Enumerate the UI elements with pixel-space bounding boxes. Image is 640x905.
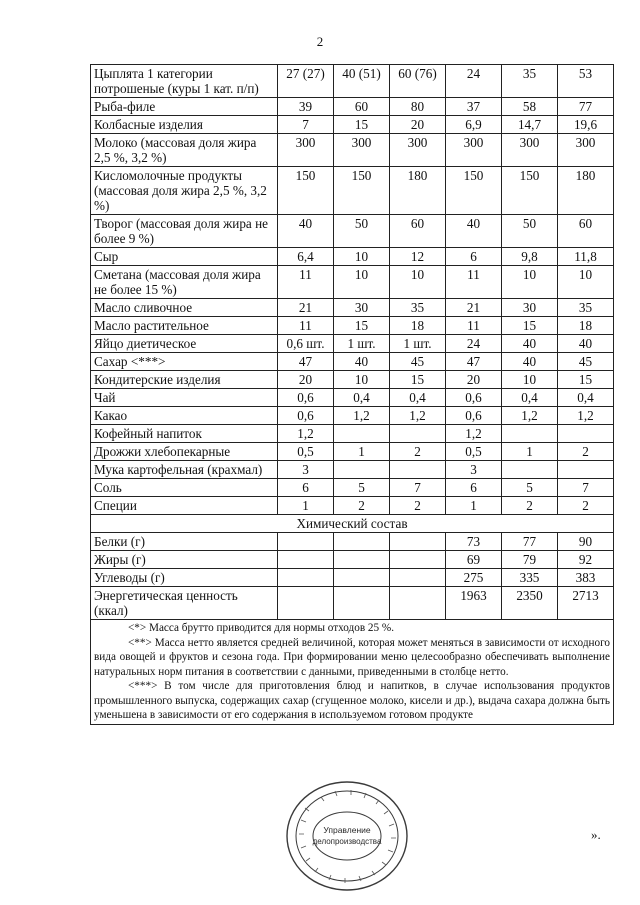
- table-row: [91, 167, 614, 215]
- row-value: 0,4: [390, 389, 446, 407]
- row-value: 21: [446, 299, 502, 317]
- row-value: 2: [390, 443, 446, 461]
- row-value: 1: [334, 443, 390, 461]
- table-row: [91, 266, 614, 299]
- table-row: [91, 461, 614, 479]
- row-value: 2: [558, 443, 614, 461]
- row-value: [390, 569, 446, 587]
- row-value: 10: [502, 371, 558, 389]
- row-value: 0,5: [278, 443, 334, 461]
- row-value: 2: [502, 497, 558, 515]
- row-value: 1,2: [558, 407, 614, 425]
- table-row: [91, 299, 614, 317]
- table-row: [91, 248, 614, 266]
- row-label: Мука картофельная (крахмал): [91, 461, 278, 479]
- row-value: 0,6: [446, 389, 502, 407]
- row-value: 11: [446, 317, 502, 335]
- row-value: 275: [446, 569, 502, 587]
- table-row: [91, 551, 614, 569]
- table-row: [91, 116, 614, 134]
- table-row: [91, 65, 614, 98]
- table-row: [91, 335, 614, 353]
- row-value: 20: [446, 371, 502, 389]
- row-value: 35: [558, 299, 614, 317]
- row-value: [502, 461, 558, 479]
- row-label: Какао: [91, 407, 278, 425]
- row-value: 40: [446, 215, 502, 248]
- row-value: [558, 425, 614, 443]
- row-value: 60 (76): [390, 65, 446, 98]
- row-value: 79: [502, 551, 558, 569]
- row-label: Колбасные изделия: [91, 116, 278, 134]
- row-value: 27 (27): [278, 65, 334, 98]
- row-label: Жиры (г): [91, 551, 278, 569]
- row-value: 1,2: [334, 407, 390, 425]
- table-row: [91, 407, 614, 425]
- row-value: 40: [334, 353, 390, 371]
- row-value: 20: [278, 371, 334, 389]
- table-row: [91, 479, 614, 497]
- row-value: [334, 551, 390, 569]
- row-value: 300: [558, 134, 614, 167]
- row-value: [502, 425, 558, 443]
- row-value: 60: [334, 98, 390, 116]
- row-value: 10: [502, 266, 558, 299]
- row-value: 11: [446, 266, 502, 299]
- row-value: 77: [502, 533, 558, 551]
- row-label: Специи: [91, 497, 278, 515]
- row-label: Дрожжи хлебопекарные: [91, 443, 278, 461]
- row-value: 0,6 шт.: [278, 335, 334, 353]
- chemical-rows: [91, 533, 614, 620]
- row-value: 6,9: [446, 116, 502, 134]
- row-label: Кондитерские изделия: [91, 371, 278, 389]
- row-value: 1 шт.: [390, 335, 446, 353]
- row-value: 10: [334, 248, 390, 266]
- row-label: Творог (массовая доля жира не более 9 %): [91, 215, 278, 248]
- row-value: 150: [446, 167, 502, 215]
- row-value: 40: [502, 353, 558, 371]
- row-value: [334, 587, 390, 620]
- row-value: 150: [334, 167, 390, 215]
- table-row: [91, 533, 614, 551]
- row-value: 0,6: [446, 407, 502, 425]
- row-value: 2: [558, 497, 614, 515]
- row-value: [278, 587, 334, 620]
- row-value: 37: [446, 98, 502, 116]
- row-value: 300: [278, 134, 334, 167]
- row-label: Кисломолочные продукты (массовая доля жира 2,5 %, 3,2 %): [91, 167, 278, 215]
- row-value: 2: [390, 497, 446, 515]
- row-value: 40: [278, 215, 334, 248]
- row-value: 2350: [502, 587, 558, 620]
- row-value: 1: [502, 443, 558, 461]
- row-label: Молоко (массовая доля жира 2,5 %, 3,2 %): [91, 134, 278, 167]
- footnotes: [91, 620, 614, 725]
- row-value: 10: [558, 266, 614, 299]
- row-value: 150: [502, 167, 558, 215]
- row-value: [390, 461, 446, 479]
- row-value: 69: [446, 551, 502, 569]
- closing-quote: ».: [591, 827, 601, 842]
- row-value: 1963: [446, 587, 502, 620]
- row-value: 30: [334, 299, 390, 317]
- row-value: 2713: [558, 587, 614, 620]
- footnote: <**> Масса нетто является средней величиной, которая может меняться в зависимости от исходного вида овощей и фруктов и сезона года. При формировании меню целесообразно обеспечивать выполнение натуральных норм питания в соответствии с данными, приведенными в столбце нетто.: [94, 636, 610, 678]
- row-value: 47: [446, 353, 502, 371]
- row-value: 10: [334, 266, 390, 299]
- row-label: Яйцо диетическое: [91, 335, 278, 353]
- row-value: 35: [390, 299, 446, 317]
- row-value: 18: [390, 317, 446, 335]
- row-value: 50: [502, 215, 558, 248]
- row-value: 7: [278, 116, 334, 134]
- page-number: 2: [316, 34, 324, 49]
- row-value: 90: [558, 533, 614, 551]
- row-value: 92: [558, 551, 614, 569]
- table-row: [91, 353, 614, 371]
- row-value: [278, 533, 334, 551]
- row-value: 14,7: [502, 116, 558, 134]
- row-value: 6,4: [278, 248, 334, 266]
- table-row: [91, 317, 614, 335]
- row-value: 11,8: [558, 248, 614, 266]
- row-value: 6: [446, 248, 502, 266]
- row-value: 53: [558, 65, 614, 98]
- row-value: 10: [390, 266, 446, 299]
- table-row: [91, 215, 614, 248]
- row-label: Энергетическая ценность (ккал): [91, 587, 278, 620]
- table-row: [91, 587, 614, 620]
- table-row: [91, 497, 614, 515]
- row-label: Белки (г): [91, 533, 278, 551]
- table-row: [91, 371, 614, 389]
- footnote: <***> В том числе для приготовления блюд и напитков, в случае использования продуктов промышленного выпуска, содержащих сахар (сгущенное молоко, кисели и др.), выдача сахара должна быть уменьшена в зависимости от его содержания в используемом готовом продукте: [94, 680, 610, 721]
- row-value: 60: [390, 215, 446, 248]
- notes-row: [91, 620, 614, 725]
- row-label: Рыба-филе: [91, 98, 278, 116]
- row-value: 0,6: [278, 389, 334, 407]
- row-label: Масло растительное: [91, 317, 278, 335]
- table-row: [91, 98, 614, 116]
- row-value: [278, 551, 334, 569]
- section-title: Химический состав: [91, 515, 614, 533]
- row-value: 47: [278, 353, 334, 371]
- row-label: Сыр: [91, 248, 278, 266]
- row-value: 60: [558, 215, 614, 248]
- row-value: 21: [278, 299, 334, 317]
- row-value: 6: [446, 479, 502, 497]
- row-value: 73: [446, 533, 502, 551]
- row-label: Чай: [91, 389, 278, 407]
- row-value: 24: [446, 335, 502, 353]
- row-value: 0,4: [502, 389, 558, 407]
- row-value: 335: [502, 569, 558, 587]
- row-value: 1: [446, 497, 502, 515]
- row-value: 6: [278, 479, 334, 497]
- table-row: [91, 569, 614, 587]
- row-value: [334, 461, 390, 479]
- row-value: 180: [390, 167, 446, 215]
- row-value: 300: [446, 134, 502, 167]
- row-value: 15: [334, 116, 390, 134]
- row-value: 18: [558, 317, 614, 335]
- stamp-text-line2: делопроизводства: [312, 837, 382, 846]
- row-value: 45: [558, 353, 614, 371]
- ration-table: [90, 64, 614, 725]
- food-rows: [91, 65, 614, 515]
- row-value: 0,4: [334, 389, 390, 407]
- row-value: [390, 587, 446, 620]
- row-value: 383: [558, 569, 614, 587]
- table-row: [91, 389, 614, 407]
- row-value: [334, 425, 390, 443]
- row-value: 40: [558, 335, 614, 353]
- row-value: 15: [334, 317, 390, 335]
- row-value: 1,2: [278, 425, 334, 443]
- row-label: Масло сливочное: [91, 299, 278, 317]
- row-value: [390, 551, 446, 569]
- row-value: 10: [334, 371, 390, 389]
- row-value: 11: [278, 266, 334, 299]
- row-label: Кофейный напиток: [91, 425, 278, 443]
- row-value: 1,2: [446, 425, 502, 443]
- section-header-row: [91, 515, 614, 533]
- row-value: 5: [334, 479, 390, 497]
- row-value: 1,2: [390, 407, 446, 425]
- row-value: 300: [334, 134, 390, 167]
- row-value: 80: [390, 98, 446, 116]
- row-label: Сметана (массовая доля жира не более 15 %): [91, 266, 278, 299]
- row-value: 40 (51): [334, 65, 390, 98]
- row-value: 58: [502, 98, 558, 116]
- row-value: 3: [446, 461, 502, 479]
- row-value: 300: [390, 134, 446, 167]
- row-value: 2: [334, 497, 390, 515]
- row-value: 180: [558, 167, 614, 215]
- row-label: Сахар <***>: [91, 353, 278, 371]
- row-value: 7: [390, 479, 446, 497]
- row-value: 39: [278, 98, 334, 116]
- row-value: 50: [334, 215, 390, 248]
- stamp-text-line1: Управление: [323, 825, 371, 835]
- row-value: [334, 533, 390, 551]
- row-value: [390, 533, 446, 551]
- row-value: 30: [502, 299, 558, 317]
- row-value: 1 шт.: [334, 335, 390, 353]
- official-stamp: [285, 778, 415, 893]
- row-value: 7: [558, 479, 614, 497]
- row-value: [334, 569, 390, 587]
- row-value: 1: [278, 497, 334, 515]
- row-value: 40: [502, 335, 558, 353]
- row-label: Цыплята 1 категории потрошеные (куры 1 кат. п/п): [91, 65, 278, 98]
- row-value: 0,6: [278, 407, 334, 425]
- row-value: 24: [446, 65, 502, 98]
- row-value: 3: [278, 461, 334, 479]
- row-value: 45: [390, 353, 446, 371]
- row-value: 12: [390, 248, 446, 266]
- row-value: [278, 569, 334, 587]
- row-value: [390, 425, 446, 443]
- table-row: [91, 134, 614, 167]
- table-row: [91, 443, 614, 461]
- row-value: [558, 461, 614, 479]
- footnote: <*> Масса брутто приводится для нормы отходов 25 %.: [128, 622, 395, 634]
- row-label: Углеводы (г): [91, 569, 278, 587]
- row-value: 15: [390, 371, 446, 389]
- row-value: 9,8: [502, 248, 558, 266]
- row-value: 77: [558, 98, 614, 116]
- row-value: 35: [502, 65, 558, 98]
- row-label: Соль: [91, 479, 278, 497]
- row-value: 20: [390, 116, 446, 134]
- row-value: 15: [558, 371, 614, 389]
- row-value: 150: [278, 167, 334, 215]
- table-row: [91, 425, 614, 443]
- row-value: 300: [502, 134, 558, 167]
- row-value: 11: [278, 317, 334, 335]
- row-value: 15: [502, 317, 558, 335]
- row-value: 19,6: [558, 116, 614, 134]
- row-value: 5: [502, 479, 558, 497]
- row-value: 0,4: [558, 389, 614, 407]
- row-value: 1,2: [502, 407, 558, 425]
- row-value: 0,5: [446, 443, 502, 461]
